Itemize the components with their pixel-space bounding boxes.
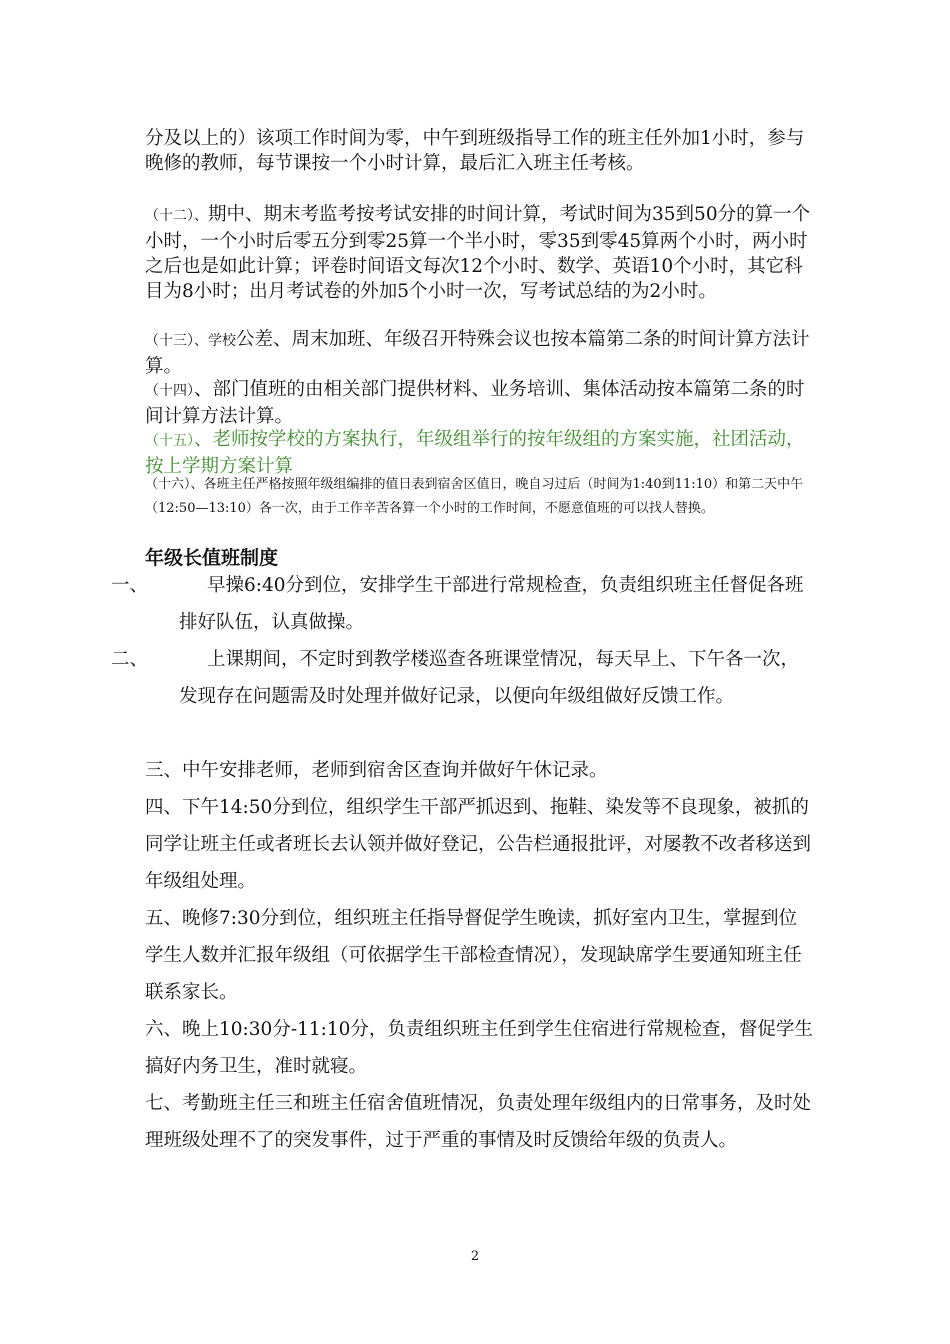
paragraph-continuation: 分及以上的）该项工作时间为零，中午到班级指导工作的班主任外加1小时，参与晚修的教师，每节课按一个小时计算，最后汇入班主任考核。	[145, 128, 805, 174]
paragraph-15	[145, 427, 815, 479]
page-number: 2	[470, 1249, 480, 1264]
duty-item-2	[111, 641, 815, 715]
paragraph-13-text: 公差、周末加班、年级召开特殊会议也按本篇第二条的时间计算方法计算。	[145, 329, 810, 377]
paragraph-13-label: （十三）、学校	[145, 333, 236, 349]
duty-item-6: 六、晚上10:30分-11:10分，负责组织班主任到学生住宿进行常规检查，督促学生搞好内务卫生，准时就寝。	[145, 1019, 813, 1077]
paragraph-14-label: （十四）	[145, 383, 194, 399]
duty-item-3: 三、中午安排老师，老师到宿舍区查询并做好午休记录。	[145, 760, 608, 781]
paragraph-12-label: （十二）、	[145, 208, 208, 224]
duty-item-1-number: 一、	[111, 575, 149, 596]
paragraph-14	[145, 377, 815, 429]
paragraph-14-text: 、部门值班的由相关部门提供材料、业务培训、集体活动按本篇第二条的时间计算方法计算。	[145, 379, 805, 427]
duty-item-4: 四、下午14:50分到位，组织学生干部严抓迟到、拖鞋、染发等不良现象，被抓的同学让班主任或者班长去认领并做好登记，公告栏通报批评，对屡教不改者移送到年级组处理。	[145, 797, 812, 892]
paragraph-12	[145, 202, 815, 304]
duty-item-7: 七、考勤班主任三和班主任宿舍值班情况，负责处理年级组内的日常事务，及时处理班级处理不了的突发事件，过于严重的事情及时反馈给年级的负责人。	[145, 1093, 812, 1151]
paragraph-15-text: 、老师按学校的方案执行，年级组举行的按年级组的方案实施，社团活动，按上学期方案计算	[145, 429, 805, 477]
paragraph-13	[145, 327, 815, 379]
paragraph-12-text: 期中、期末考监考按考试安排的时间计算，考试时间为35到50分的算一个小时，一个小时后零五分到零25算一个半小时，零35到零45算两个小时，两小时之后也是如此计算；评卷时间语文每次12个小时、数学、英语10个小时，其它科目为8小时；出月考试卷的外加5个小时一次，写考试总结的为2小时。	[145, 204, 811, 302]
paragraph-16: （十六）、各班主任严格按照年级组编排的值日表到宿舍区值日，晚自习过后（时间为1:40到11:10）和第二天中午（12:50—13:10）各一次，由于工作辛苦各算一个小时的工作时间，不愿意值班的可以找人替换。	[145, 477, 804, 516]
duty-item-1-text: 早操6:40分到位，安排学生干部进行常规检查，负责组织班主任督促各班排好队伍，认真做操。	[179, 575, 804, 633]
duty-item-1	[111, 567, 815, 641]
duty-item-2-text: 上课期间，不定时到教学楼巡查各班课堂情况，每天早上、下午各一次，发现存在问题需及时处理并做好记录，以便向年级组做好反馈工作。	[179, 649, 800, 707]
paragraph-15-label: （十五）	[145, 433, 194, 449]
duty-item-2-number: 二、	[111, 649, 149, 670]
duty-item-5: 五、晚修7:30分到位，组织班主任指导督促学生晚读，抓好室内卫生，掌握到位学生人数并汇报年级组（可依据学生干部检查情况），发现缺席学生要通知班主任联系家长。	[145, 908, 802, 1003]
section-heading: 年级长值班制度	[145, 547, 279, 569]
